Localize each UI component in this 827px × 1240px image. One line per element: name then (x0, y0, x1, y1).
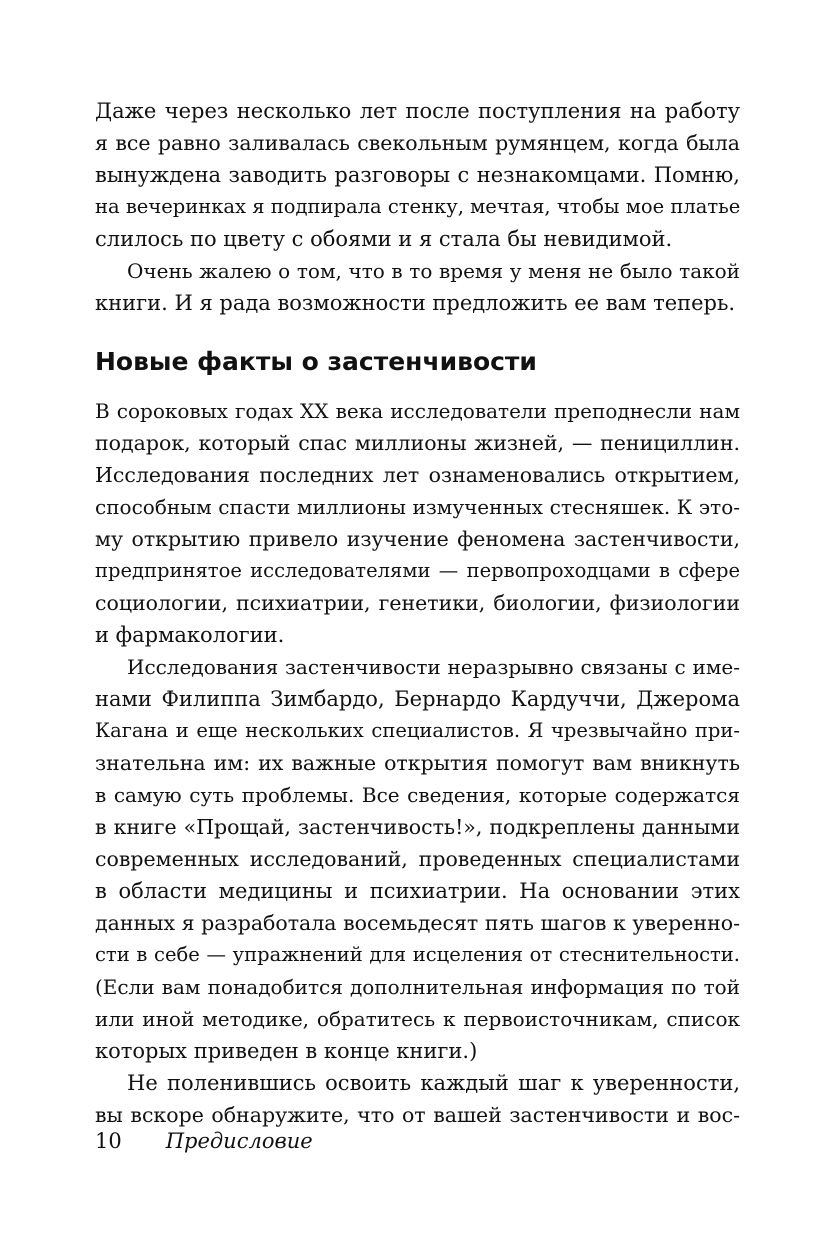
text-line: (Если вам понадобится дополнительная информация по той (95, 975, 740, 999)
section-text (95, 395, 740, 1131)
text-line: сти в себе — упражнений для исцеления от стеснительности. (95, 943, 740, 966)
text-line: в книге «Прощай, застенчивость!», подкреплены данными (95, 815, 740, 839)
text-line: вынуждена заводить разговоры с незнакомцами. Помню, (95, 163, 740, 187)
intro-text (95, 95, 740, 319)
text-line: Очень жалею о том, что в то время у меня не было такой (127, 259, 740, 283)
text-line: или иной методике, обратитесь к первоисточникам, список (95, 1007, 740, 1031)
text-line: на вечеринках я подпирала стенку, мечтая, чтобы мое платье (95, 195, 741, 218)
text-line: я все равно заливалась свекольным румянцем, когда была (95, 131, 740, 155)
text-line: му открытию привело изучение феномена застенчивости, (95, 527, 740, 551)
text-line: Кагана и еще нескольких специалистов. Я чрезвычайно при- (95, 719, 740, 742)
text-line: данных я разработала восемьдесят пять шагов к уверенно- (95, 911, 740, 935)
text-line: знательна им: их важные открытия помогут вам вникнуть (95, 751, 740, 775)
running-head: Предисловие (165, 1129, 313, 1153)
text-line: В сороковых годах XX века исследователи преподнесли нам (95, 399, 740, 423)
page-footer (95, 1125, 313, 1157)
text-line: в самую суть проблемы. Все сведения, которые содержатся (95, 783, 740, 807)
text-line: предпринятое исследователями — первопроходцами в сфере (95, 559, 740, 582)
text-line: подарок, который спас миллионы жизней, — пенициллин. (95, 431, 740, 455)
text-line: Не поленившись освоить каждый шаг к уверенности, (127, 1071, 740, 1095)
text-line: Даже через несколько лет после поступления на работу (95, 99, 740, 123)
text-line: Исследования застенчивости неразрывно связаны с име- (127, 655, 740, 679)
text-line: слилось по цвету с обоями и я стала бы невидимой. (95, 227, 673, 251)
page-number: 10 (95, 1129, 122, 1153)
text-line: нами Филиппа Зимбардо, Бернардо Кардуччи, Джерома (95, 687, 740, 711)
text-line: и фармакологии. (95, 623, 285, 647)
text-line: вы вскоре обнаружите, что от вашей застенчивости и вос- (95, 1103, 740, 1127)
text-line: современных исследований, проведенных специалистами (95, 847, 740, 871)
text-line: Исследования последних лет ознаменовались открытием, (95, 463, 740, 487)
text-line: способным спасти миллионы измученных стесняшек. К это- (95, 495, 740, 519)
section-heading: Новые факты о застенчивости (95, 347, 537, 376)
text-line: социологии, психиатрии, генетики, биологии, физиологии (95, 591, 740, 615)
text-line: в области медицины и психиатрии. На основании этих (95, 879, 740, 903)
text-line: которых приведен в конце книги.) (95, 1039, 478, 1063)
text-line: книги. И я рада возможности предложить ее вам теперь. (95, 291, 736, 315)
